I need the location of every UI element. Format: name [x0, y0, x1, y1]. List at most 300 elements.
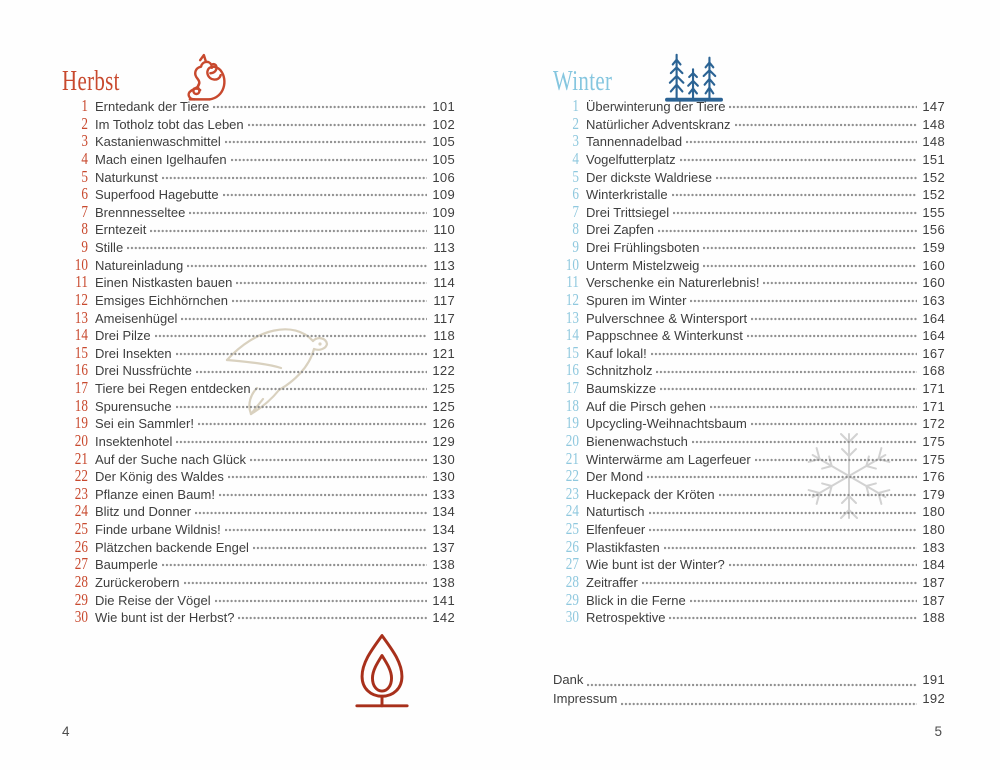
entry-page-number: 191: [922, 671, 945, 687]
entry-number: 5: [81, 166, 88, 186]
toc-entry: [62, 590, 455, 608]
toc-entry: [553, 484, 945, 502]
toc-entry: [553, 449, 945, 467]
entry-title: Blick in die Ferne: [586, 592, 686, 608]
entry-page-number: 121: [432, 345, 455, 361]
entry-number: 14: [565, 325, 579, 345]
entry-page-number: 187: [922, 574, 945, 590]
entry-title: Zeitraffer: [586, 574, 638, 590]
back-matter-entry: [553, 672, 945, 691]
entry-title: Zurückerobern: [95, 574, 180, 590]
entry-number: 29: [565, 589, 579, 609]
entry-title: Kauf lokal!: [586, 345, 647, 361]
entry-title: Der Mond: [586, 469, 644, 485]
dot-leader: [150, 228, 427, 234]
entry-title: Spurensuche: [95, 398, 172, 414]
toc-entry: [62, 519, 455, 537]
entry-title: Drei Nussfrüchte: [95, 363, 192, 379]
toc-entry: [553, 537, 945, 555]
dot-leader: [225, 527, 427, 533]
toc-entry: [62, 184, 455, 202]
dot-leader: [656, 369, 917, 375]
entry-number: 19: [74, 413, 88, 433]
entry-number: 1: [81, 96, 88, 115]
toc-entry: [553, 590, 945, 608]
toc-entry: [62, 537, 455, 555]
toc-entry: [62, 255, 455, 273]
dot-leader: [176, 351, 427, 357]
dot-leader: [189, 210, 427, 216]
toc-entry: [62, 554, 455, 572]
dot-leader: [747, 333, 917, 339]
entry-number: 27: [74, 554, 88, 574]
entry-page-number: 110: [433, 222, 455, 238]
toc-entry: [553, 202, 945, 220]
squirrel-icon: [172, 49, 232, 105]
entry-number: 2: [81, 113, 88, 133]
entry-page-number: 171: [922, 398, 945, 414]
dot-leader: [231, 157, 427, 163]
dot-leader: [215, 598, 427, 604]
entry-title: Erntedank der Tiere: [95, 99, 210, 114]
toc-entry: [62, 290, 455, 308]
dot-leader: [703, 245, 917, 251]
dot-leader: [647, 474, 917, 480]
entry-title: Baumskizze: [586, 381, 657, 396]
entry-number: 24: [74, 501, 88, 521]
entry-title: Wie bunt ist der Herbst?: [95, 610, 235, 626]
entry-title: Pappschnee & Winterkunst: [586, 328, 743, 344]
entry-page-number: 125: [432, 381, 455, 396]
dot-leader: [248, 122, 427, 128]
entry-page-number: 106: [432, 169, 455, 185]
entry-page-number: 109: [432, 204, 455, 220]
dot-leader: [228, 474, 427, 480]
entry-page-number: 180: [922, 504, 945, 520]
entry-title: Bienenwachstuch: [586, 433, 688, 449]
entry-number: 17: [565, 378, 579, 397]
entry-title: Überwinterung der Tiere: [586, 99, 726, 114]
entry-page-number: 101: [432, 99, 455, 114]
entry-page-number: 151: [922, 151, 945, 167]
entry-number: 20: [565, 430, 579, 450]
entry-page-number: 164: [922, 328, 945, 344]
entry-number: 15: [565, 342, 579, 362]
entry-number: 13: [565, 307, 579, 327]
entry-page-number: 175: [922, 433, 945, 449]
entry-page-number: 160: [922, 275, 945, 291]
entry-title: Verschenke ein Naturerlebnis!: [586, 275, 760, 291]
entry-page-number: 142: [432, 610, 455, 626]
entry-title: Unterm Mistelzweig: [586, 257, 700, 273]
dot-leader: [162, 562, 427, 568]
toc-entry: [553, 343, 945, 361]
entry-page-number: 138: [432, 557, 455, 573]
dot-leader: [673, 210, 917, 216]
entry-number: 7: [81, 201, 88, 221]
dot-leader: [680, 157, 917, 163]
entry-number: 20: [74, 430, 88, 450]
dot-leader: [250, 457, 427, 463]
entry-page-number: 134: [432, 504, 455, 520]
toc-entry: [62, 378, 455, 396]
dot-leader: [649, 510, 917, 516]
dot-leader: [660, 386, 917, 392]
entry-title: Sei ein Sammler!: [95, 416, 194, 432]
entry-title: Auf die Pirsch gehen: [586, 398, 706, 414]
dot-leader: [184, 580, 427, 586]
entry-number: 8: [81, 219, 88, 239]
entry-number: 11: [75, 272, 88, 292]
toc-entry: [553, 308, 945, 326]
dot-leader: [692, 439, 917, 445]
entry-page-number: 114: [433, 275, 455, 291]
dot-leader: [213, 104, 427, 110]
dot-leader: [232, 298, 427, 304]
entry-number: 30: [565, 607, 579, 627]
toc-entry: [553, 396, 945, 414]
toc-entry: [62, 149, 455, 167]
entry-title: Drei Pilze: [95, 328, 151, 344]
toc-entry: [553, 114, 945, 132]
entry-page-number: 176: [922, 469, 945, 485]
entry-number: 19: [565, 413, 579, 433]
entry-page-number: 137: [432, 539, 455, 555]
entry-number: 3: [81, 131, 88, 151]
toc-entry: [553, 519, 945, 537]
entry-title: Spuren im Winter: [586, 292, 687, 308]
entry-title: Elfenfeuer: [586, 522, 646, 537]
entry-title: Der dickste Waldriese: [586, 169, 712, 185]
dot-leader: [651, 351, 917, 357]
entry-page-number: 159: [922, 240, 945, 255]
entry-number: 30: [74, 607, 88, 627]
entry-title: Brennnesseltee: [95, 204, 186, 220]
dot-leader: [198, 421, 427, 427]
entry-page-number: 130: [432, 469, 455, 485]
entry-page-number: 130: [432, 451, 455, 467]
entry-page-number: 184: [922, 557, 945, 573]
entry-title: Schnitzholz: [586, 363, 653, 379]
entry-number: 24: [565, 501, 579, 521]
dot-leader: [729, 104, 917, 110]
entry-page-number: 180: [922, 522, 945, 537]
entry-number: 21: [74, 448, 88, 468]
dot-leader: [658, 228, 917, 234]
entry-page-number: 172: [922, 416, 945, 432]
toc-entry: [553, 431, 945, 449]
entry-number: 14: [74, 325, 88, 345]
entry-title: Einen Nistkasten bauen: [95, 275, 233, 291]
toc-entry: [553, 466, 945, 484]
entry-number: 12: [565, 289, 579, 309]
entry-title: Auf der Suche nach Glück: [95, 451, 247, 467]
entry-number: 27: [565, 554, 579, 574]
entry-title: Ameisenhügel: [95, 310, 178, 326]
dot-leader: [176, 439, 427, 445]
entry-number: 6: [572, 184, 579, 204]
entry-title: Upcycling-Weihnachtsbaum: [586, 416, 747, 432]
toc-entry: [62, 131, 455, 149]
entry-title: Stille: [95, 240, 124, 255]
dot-leader: [735, 122, 917, 128]
entry-number: 16: [74, 360, 88, 380]
entry-title: Mach einen Igelhaufen: [95, 151, 227, 167]
dot-leader: [195, 510, 427, 516]
entry-number: 16: [565, 360, 579, 380]
herbst-toc: [62, 96, 455, 625]
toc-entry: [62, 501, 455, 519]
entry-title: Plastikfasten: [586, 539, 660, 555]
entry-page-number: 117: [433, 292, 455, 308]
toc-entry: [553, 149, 945, 167]
entry-page-number: 163: [922, 292, 945, 308]
entry-title: Vogelfutterplatz: [586, 151, 676, 167]
entry-title: Pulverschnee & Wintersport: [586, 310, 748, 326]
dot-leader: [669, 615, 917, 621]
winter-header: [553, 55, 945, 96]
dot-leader: [751, 316, 917, 322]
toc-entry: [553, 413, 945, 431]
entry-title: Winterkristalle: [586, 187, 668, 203]
toc-entry: [553, 184, 945, 202]
entry-page-number: 148: [922, 134, 945, 150]
herbst-header: [62, 55, 455, 96]
toc-entry: [62, 202, 455, 220]
entry-title: Emsiges Eichhörnchen: [95, 292, 228, 308]
entry-title: Drei Frühlingsboten: [586, 240, 700, 255]
toc-entry: [62, 343, 455, 361]
entry-page-number: 147: [922, 99, 945, 114]
entry-title: Huckepack der Kröten: [586, 486, 715, 502]
entry-title: Drei Zapfen: [586, 222, 654, 238]
dot-leader: [755, 457, 917, 463]
entry-page-number: 113: [433, 257, 455, 273]
fir-trees-icon: [665, 49, 723, 105]
dot-leader: [196, 369, 427, 375]
toc-entry: [553, 255, 945, 273]
entry-title: Im Totholz tobt das Leben: [95, 116, 244, 132]
entry-page-number: 134: [432, 522, 455, 537]
dot-leader: [587, 682, 917, 688]
toc-entry: [553, 378, 945, 396]
entry-number: 18: [74, 395, 88, 415]
back-matter-list: [553, 672, 945, 711]
entry-page-number: 138: [432, 574, 455, 590]
entry-number: 22: [74, 466, 88, 486]
entry-number: 25: [74, 519, 88, 538]
page-herbst: [62, 55, 455, 625]
entry-title: Drei Trittsiegel: [586, 204, 670, 220]
entry-number: 2: [572, 113, 579, 133]
dot-leader: [255, 386, 427, 392]
dot-leader: [223, 192, 427, 198]
entry-title: Der König des Waldes: [95, 469, 224, 485]
entry-number: 10: [565, 254, 579, 274]
entry-title: Tiere bei Regen entdecken: [95, 381, 251, 396]
entry-title: Winterwärme am Lagerfeuer: [586, 451, 751, 467]
entry-page-number: 148: [922, 116, 945, 132]
toc-entry: [62, 572, 455, 590]
entry-title: Tannennadelbad: [586, 134, 683, 150]
entry-page-number: 117: [433, 310, 455, 326]
toc-entry: [62, 466, 455, 484]
dot-leader: [155, 333, 427, 339]
folio-page-5: 5: [934, 724, 942, 739]
entry-page-number: 155: [922, 204, 945, 220]
entry-number: 4: [81, 148, 88, 168]
dot-leader: [181, 316, 427, 322]
dot-leader: [162, 175, 427, 181]
entry-page-number: 156: [922, 222, 945, 238]
entry-page-number: 129: [432, 433, 455, 449]
entry-title: Natürlicher Adventskranz: [586, 116, 731, 132]
toc-entry: [62, 219, 455, 237]
toc-entry: [553, 272, 945, 290]
toc-entry: [553, 131, 945, 149]
entry-number: 29: [74, 589, 88, 609]
entry-title: Natureinladung: [95, 257, 184, 273]
dot-leader: [719, 492, 917, 498]
dot-leader: [236, 280, 427, 286]
entry-title: Superfood Hagebutte: [95, 187, 219, 203]
entry-title: Wie bunt ist der Winter?: [586, 557, 725, 573]
entry-page-number: 188: [922, 610, 945, 626]
entry-number: 5: [572, 166, 579, 186]
toc-entry: [62, 237, 455, 255]
dot-leader: [253, 545, 427, 551]
dot-leader: [716, 175, 917, 181]
toc-entry: [62, 96, 455, 114]
back-matter-entry: [553, 691, 945, 710]
toc-entry: [553, 572, 945, 590]
entry-number: 4: [572, 148, 579, 168]
toc-entry: [62, 449, 455, 467]
entry-page-number: 113: [433, 240, 455, 255]
page-winter: [553, 55, 945, 710]
entry-title: Naturkunst: [95, 169, 158, 185]
entry-page-number: 105: [432, 151, 455, 167]
entry-page-number: 175: [922, 451, 945, 467]
entry-number: 28: [74, 571, 88, 591]
toc-entry: [553, 325, 945, 343]
entry-title: Naturtisch: [586, 504, 645, 520]
toc-entry: [62, 272, 455, 290]
entry-number: 28: [565, 571, 579, 591]
toc-entry: [553, 554, 945, 572]
toc-entry: [62, 431, 455, 449]
dot-leader: [664, 545, 917, 551]
toc-entry: [553, 237, 945, 255]
entry-page-number: 133: [432, 486, 455, 502]
winter-toc: [553, 96, 945, 625]
entry-page-number: 167: [922, 345, 945, 361]
entry-title: Insektenhotel: [95, 433, 173, 449]
toc-entry: [553, 290, 945, 308]
entry-number: 1: [572, 96, 579, 115]
dot-leader: [649, 527, 917, 533]
leaf-icon: [350, 633, 414, 711]
dot-leader: [672, 192, 917, 198]
dot-leader: [690, 598, 917, 604]
dot-leader: [763, 280, 917, 286]
entry-title: Plätzchen backende Engel: [95, 539, 249, 555]
entry-page-number: 192: [922, 691, 945, 707]
entry-title: Impressum: [553, 691, 618, 707]
entry-page-number: 109: [432, 187, 455, 203]
entry-title: Finde urbane Wildnis!: [95, 522, 221, 537]
dot-leader: [751, 421, 917, 427]
toc-entry: [62, 396, 455, 414]
entry-page-number: 187: [922, 592, 945, 608]
dot-leader: [703, 263, 917, 269]
toc-entry: [62, 607, 455, 625]
toc-entry: [553, 167, 945, 185]
entry-title: Erntezeit: [95, 222, 147, 238]
entry-number: 22: [565, 466, 579, 486]
entry-number: 17: [74, 378, 88, 397]
entry-page-number: 152: [922, 187, 945, 203]
entry-page-number: 152: [922, 169, 945, 185]
dot-leader: [642, 580, 917, 586]
toc-entry: [62, 114, 455, 132]
dot-leader: [219, 492, 427, 498]
entry-number: 3: [572, 131, 579, 151]
dot-leader: [127, 245, 427, 251]
toc-entry: [62, 484, 455, 502]
entry-title: Pflanze einen Baum!: [95, 486, 215, 502]
entry-title: Retrospektive: [586, 610, 666, 626]
entry-page-number: 125: [432, 398, 455, 414]
entry-number: 10: [74, 254, 88, 274]
entry-page-number: 179: [922, 486, 945, 502]
toc-entry: [62, 360, 455, 378]
toc-entry: [553, 607, 945, 625]
entry-title: Dank: [553, 671, 584, 687]
entry-title: Baumperle: [95, 557, 158, 573]
entry-page-number: 102: [432, 116, 455, 132]
toc-entry: [62, 325, 455, 343]
entry-number: 6: [81, 184, 88, 204]
dot-leader: [621, 701, 917, 707]
toc-entry: [62, 167, 455, 185]
entry-page-number: 126: [432, 416, 455, 432]
entry-number: 13: [74, 307, 88, 327]
entry-number: 26: [565, 536, 579, 556]
entry-page-number: 122: [432, 363, 455, 379]
entry-title: Kastanienwaschmittel: [95, 134, 221, 150]
entry-number: 12: [74, 289, 88, 309]
entry-number: 23: [565, 483, 579, 503]
entry-title: Die Reise der Vögel: [95, 592, 211, 608]
season-title-herbst: Herbst: [62, 65, 120, 97]
folio-page-4: 4: [62, 724, 70, 739]
entry-page-number: 168: [922, 363, 945, 379]
dot-leader: [176, 404, 427, 410]
toc-entry: [553, 501, 945, 519]
entry-number: 9: [572, 237, 579, 256]
toc-entry: [62, 308, 455, 326]
dot-leader: [686, 139, 917, 145]
entry-number: 8: [572, 219, 579, 239]
season-title-winter: Winter: [553, 65, 613, 97]
entry-title: Drei Insekten: [95, 345, 172, 361]
dot-leader: [729, 562, 917, 568]
entry-page-number: 164: [922, 310, 945, 326]
toc-entry: [553, 360, 945, 378]
dot-leader: [710, 404, 917, 410]
entry-title: Blitz und Donner: [95, 504, 192, 520]
